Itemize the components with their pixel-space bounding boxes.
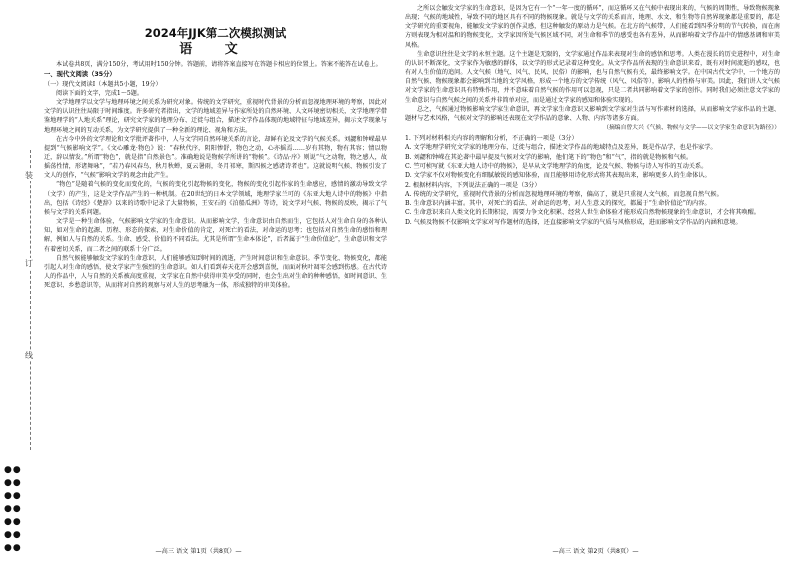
question-stem: 2. 根据材料内容，下列说法正确的一项是（3分） [405, 181, 541, 189]
binding-label-top: 装 [25, 171, 33, 180]
left-paragraph: “物色”是随着气候的变化而变化的，气候的变化引起物候的变化，物候的变化引起作家的生命感应，感情的激动导致文学（文学）的产生，这是文学作品产生的一种机制。在20世纪的日本文学领域，地理学家兰可的《东亚大地人诗中的物候》中指出，包括《诗经》《楚辞》以来的诗歌中记录了大量物候，王安石的《泊船瓜洲》等诗，说文学对气候、物候的反映，揭示了气候与文学的关系问题。 [44, 181, 387, 216]
section-heading: 一、现代文阅读（35分） [44, 71, 116, 79]
question-option: A. 文学地理学研究文学家的地理分布、迁徙与组合，描述文学作品的地域特点及差异，既是作品学，也是作家学。 [405, 144, 717, 152]
left-paragraph: 自然气候能够触发文学家的生命意识，人们能够感知到时间的流逝，产生时间意识和生命意识。季节变化、物候变化，都能引起人对生命的感悟，使文学家产生强烈的生命意识。如人们看到春天花开会感到喜悦，而面对秋叶凋零会感到伤感。在古代诗人的作品中，人与自然的关系被高度重视，文学家在自然中获得审美享受的同时，也会生出对生命的种种感悟，如时间意识、生死意识、乡愁意识等，从而将对自然的观察与对人生的思考融为一体，形成独特的审美体验。 [44, 254, 387, 290]
question-option: B. 刘勰和钟嵘在其论著中最早提及气候对文学的影响，他们笔下的“物色”和“气”，指的就是物候和气候。 [405, 153, 693, 161]
binding-label-bottom: 线 [25, 351, 33, 360]
left-paragraph: 文学地理学以文学与地理环境之间关系为研究对象。传统的文学研究，重视时代背景的分析而忽视地理环境的考察，因此对文学的认识往往局限于时间维度。许多研究者指出，文学的地域差异与作家所处的自然环境、人文环境密切相关，文学地理学借鉴地理学的“人地关系”理论，研究文学家的地理分布、迁徙与组合，描述文学作品体现的地域特征与地域差异，揭示文学现象与地理环境之间的互动关系，为文学研究提供了一种全新的理论、视角和方法。 [44, 99, 387, 134]
question-option: C. 生命意识来自人类文化的长期积淀，需要力争文化积累、经营人世生命体验才能形成自然物候现象的生命意识，才会将其唤醒。 [405, 209, 760, 217]
exam-subject: 语 文 [179, 42, 252, 57]
question-option: B. 生命意识内涵丰富。其中，对死亡的看法、对命运的思考，对人生意义的探究，都属于“生命价值论”的内容。 [405, 200, 711, 208]
binding-label-mid: 订 [25, 259, 33, 268]
left-paragraph: 在古今中外的文学理论和文学批评著作中，人与文学同自然环境关系的言论，却鲜有论及文学的气候关系。刘勰和钟嵘最早提到“气候影响文学”。《文心雕龙·物色》说：“春秋代序，阴阳惨舒，物色之动，心亦摇焉……岁有其物，物有其容；情以物迁，辞以情发。”所谓“物色”，就是指“自然景色”。准确地说是物候学所讲的“物候”。《诗品·序》则说“气之动物，物之感人，故摇荡性情，形诸舞咏”，“若乃春风春鸟，秋月秋蝉，夏云暑雨，冬月祁寒，斯四候之感诸诗者也”。这就说明气候、物候引发了文人的创作，“气候”影响文学的观念由此产生。 [44, 135, 387, 180]
source-citation: （摘编自曾大兴《气候、物候与文学——以文学家生命意识为路径》） [603, 125, 780, 132]
left-paragraph: 文学是一种生命体验，气候影响文学家的生命意识。从而影响文学，生命意识由自然而生，它包括人对生命自身的各种认知，如对生命的起源、历程、形态的探索，对生命价值的肯定，对死亡的看法，对命运的思考；也包括对自然生命的感悟和理解，例如人与自然的关系。生命、感受、价值的不同看法。尤其是所谓“生命本体论”，后者属于“生命价值论”，生命意识和文学有着密切关系，而二者之间的联系十分广泛。 [44, 218, 387, 253]
question-stem: 1. 下列对材料相关内容的理解和分析，不正确的一项是（3分） [405, 135, 578, 143]
question-option: A. 传统的文学研究，重视时代背景的分析而忽视地理环境的考察，偏高了，就是只重视人文气候，而忽视自然气候。 [405, 190, 723, 198]
page-footer-left: —高三 语文 第1页（共8页）— [155, 548, 242, 555]
reading-instruction: 阅读下面的文字，完成1～5题。 [56, 89, 143, 97]
right-paragraph: 总之，气候通过物候影响文学家生命意识，再文学家生命意识又影响到文学家对生活与写作素材的选择，从而影响文学家作品的主题、题材与艺术风格，气候对文学的影响还表现在文学作品的意象、人物、内容等诸多方面。 [405, 105, 780, 122]
question-option: D. 气候及物候不仅影响文学家对写作题材的选择，还直接影响文学家的气质与风格形成，进而影响文学作品的内涵和意境。 [405, 218, 742, 226]
binding-strip [0, 0, 40, 561]
exam-title: 2024年JJK第二次模拟测试 [144, 26, 287, 40]
page-footer-right: —高三 语文 第2页（共8页）— [552, 548, 639, 555]
subsection-heading: （一）现代文阅读Ⅰ（本题共5小题，19分） [44, 80, 162, 88]
question-option: C. 竺可桢写就《东亚大地人诗中的物候》，是早从文学地理学的角度，论及气候、物候与诗人写作的互动关系。 [405, 162, 708, 170]
binding-dots: ●● ●● ●● ●● ●● ●● ●● [4, 465, 22, 553]
right-paragraph: 生命意识往往是文学的永恒主题。这个主题是无限的，文学家通过作品来表现对生命的感悟和思考。人类在漫长的历史进程中，对生命的认识不断深化，文学家作为敏感的群体，以文学的形式记录着这种变化。从文学作品所表现的生命意识来看，既有对时间流逝的感叹，也有对人生价值的追问。人文气候（地气、风气、民风、民俗）的影响，也与自然气候有关，最终影响文学。在中国古代文学中，一个地方的自然气候、物候现象都会影响到当地的文学风格，形成一个地方的文学传统（风气、风俗等），影响人的性格与审美。因此，我们讲人文气候对文学家的生命意识具有特殊作用，并不意味着自然气候的作用可以忽视，只是二者共同影响着文学家的创作。同时我们必须注意文学家的生命意识与自然气候之间的关系并非简单对应，而是通过文学家的感知和体验实现的。 [405, 50, 780, 104]
exam-notice: 本试卷共8页，满分150分，考试用时150分钟。答题前，请将答案直接写在答题卡相应的位置上。答案不能答在试卷上。 [56, 61, 382, 68]
right-paragraph: 之所以会触发文学家的生命意识，是因为它有一个“一年一度的循环”，而这循环又在气候中表现出来的，气候的周期性，导致物候现象出现；气候的地域性，导致不同的地区具有不同的物候现象。就是与文学的关系而言，地理、水文、和生物等自然界现象都是重要的，都是文学研究的重要视角，能触发文学家的创作灵感，但这种触发的原动力是气候。在北方的气候带，人们能看到四季分明的节气转换，而在南方则表现为相对温和的物候变化，文学家因所处气候区域不同，对生命和季节的感受也各有差异，从而影响着文学作品中的情感基调和审美风格。 [405, 5, 780, 49]
question-option: D. 文学家不仅对物候变化有细腻敏锐的感知体验，而且能够用诗化形式将其表现出来，影响更多人的生命体认。 [405, 172, 711, 180]
binding-line [30, 150, 31, 450]
page-right [397, 0, 794, 561]
